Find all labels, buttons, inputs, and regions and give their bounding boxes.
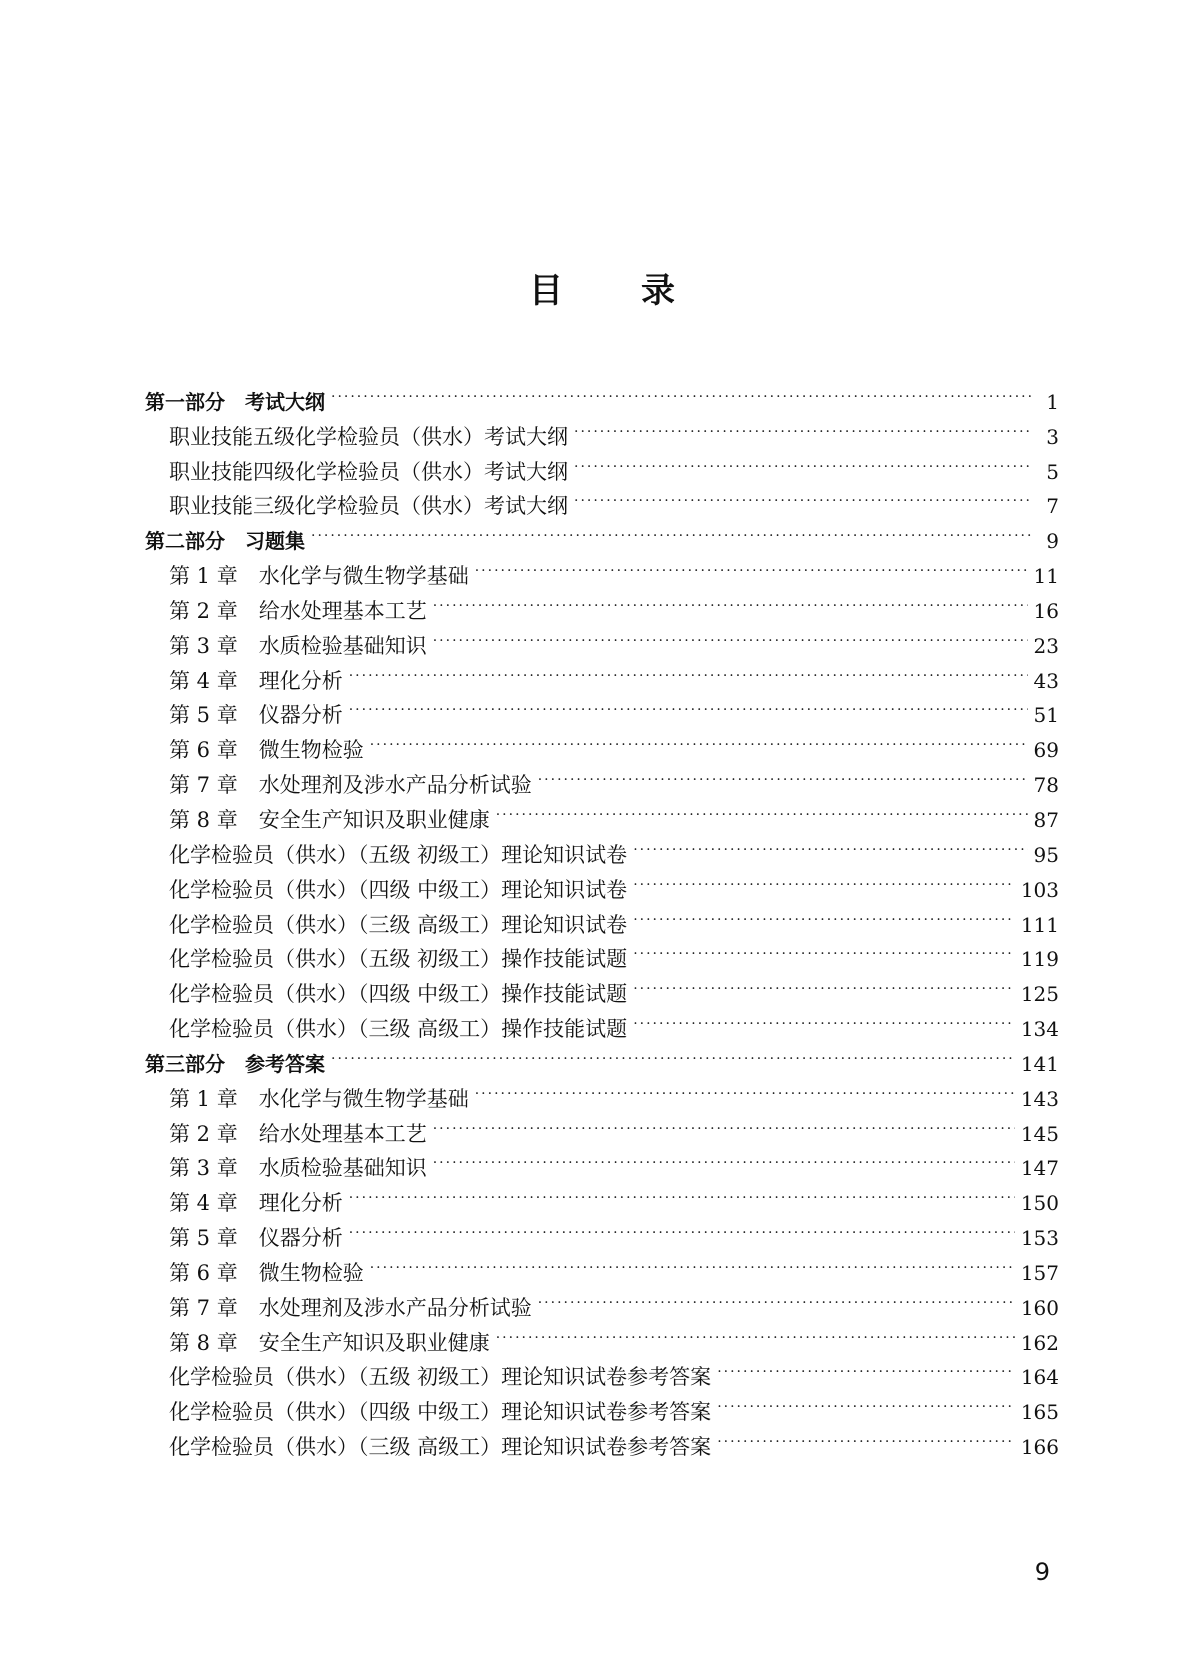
toc-entry-page: 147 (1020, 1156, 1059, 1181)
toc-entry-label: 化学检验员（供水）（五级 初级工）理论知识试卷参考答案 (169, 1365, 712, 1390)
toc-entry (145, 1321, 1059, 1356)
toc-entry-page: 7 (1046, 494, 1059, 519)
dot-leader (633, 837, 1027, 863)
toc-entry-label: 第 5 章 仪器分析 (169, 703, 343, 728)
toc-entry (145, 659, 1059, 694)
toc-entry-label: 第 1 章 水化学与微生物学基础 (169, 1086, 469, 1111)
toc-entry (145, 972, 1059, 1007)
toc-entry-label: 化学检验员（供水）（三级 高级工）操作技能试题 (169, 1017, 628, 1042)
dot-leader (633, 976, 1015, 1002)
toc-entry-label: 第 4 章 理化分析 (169, 1191, 343, 1216)
toc-part-entry (145, 519, 1059, 554)
toc-part-entry (145, 380, 1059, 415)
toc-entry (145, 833, 1059, 868)
toc-entry-label: 化学检验员（供水）（五级 初级工）理论知识试卷 (169, 842, 628, 867)
toc-entry-label: 第 7 章 水处理剂及涉水产品分析试验 (169, 773, 532, 798)
toc-entry (145, 589, 1059, 624)
page-title: 目录 (529, 271, 753, 311)
toc-entry (145, 903, 1059, 938)
toc-entry-page: 162 (1020, 1330, 1059, 1355)
page-number: 9 (1034, 1558, 1050, 1586)
toc-entry (145, 728, 1059, 763)
toc-entry-page: 11 (1033, 564, 1059, 589)
dot-leader (433, 628, 1028, 654)
toc-entry (145, 1007, 1059, 1042)
toc-entry-label: 第 1 章 水化学与微生物学基础 (169, 564, 469, 589)
toc-entry-label: 第一部分 考试大纲 (145, 389, 325, 414)
toc-entry-label: 第 3 章 水质检验基础知识 (169, 1156, 427, 1181)
toc-entry (145, 1356, 1059, 1391)
toc-entry (145, 1147, 1059, 1182)
toc-entry-page: 160 (1020, 1295, 1059, 1320)
dot-leader (370, 1255, 1015, 1281)
toc-entry-page: 87 (1033, 807, 1059, 832)
toc-entry-label: 第 3 章 水质检验基础知识 (169, 633, 427, 658)
toc-entry-label: 职业技能五级化学检验员（供水）考试大纲 (169, 424, 568, 449)
toc-entry (145, 763, 1059, 798)
toc-entry-label: 第 8 章 安全生产知识及职业健康 (169, 807, 490, 832)
toc-entry (145, 1251, 1059, 1286)
toc-entry (145, 624, 1059, 659)
dot-leader (475, 1081, 1015, 1107)
toc-entry (145, 868, 1059, 903)
toc-entry-page: 119 (1020, 947, 1059, 972)
dot-leader (574, 488, 1031, 514)
toc-entry-page: 5 (1046, 459, 1059, 484)
toc-entry-page: 3 (1046, 424, 1059, 449)
dot-leader (633, 1011, 1015, 1037)
dot-leader (475, 558, 1028, 584)
dot-leader (433, 593, 1028, 619)
toc-entry-page: 153 (1020, 1226, 1059, 1251)
dot-leader (496, 1325, 1015, 1351)
toc-entry-label: 第 6 章 微生物检验 (169, 1260, 364, 1285)
toc-entry-label: 第 2 章 给水处理基本工艺 (169, 598, 427, 623)
toc-entry-label: 第三部分 参考答案 (145, 1051, 325, 1076)
dot-leader (331, 384, 1031, 410)
dot-leader (538, 1290, 1015, 1316)
toc-entry-page: 145 (1020, 1121, 1059, 1146)
toc-entry-label: 化学检验员（供水）（四级 中级工）理论知识试卷参考答案 (169, 1400, 712, 1425)
dot-leader (433, 1150, 1015, 1176)
toc-entry-page: 23 (1033, 633, 1059, 658)
dot-leader (633, 941, 1015, 967)
toc-entry-page: 69 (1033, 738, 1059, 763)
toc-entry-label: 化学检验员（供水）（三级 高级工）理论知识试卷 (169, 912, 628, 937)
toc-entry-label: 第 2 章 给水处理基本工艺 (169, 1121, 427, 1146)
toc-entry-label: 第 5 章 仪器分析 (169, 1226, 343, 1251)
toc-entry (145, 798, 1059, 833)
dot-leader (538, 767, 1028, 793)
dot-leader (370, 732, 1028, 758)
toc-entry-page: 134 (1020, 1017, 1059, 1042)
toc-entry (145, 1077, 1059, 1112)
toc-entry (145, 415, 1059, 450)
toc-entry-label: 化学检验员（供水）（四级 中级工）理论知识试卷 (169, 877, 628, 902)
toc-entry (145, 1286, 1059, 1321)
toc-entry-label: 第 7 章 水处理剂及涉水产品分析试验 (169, 1295, 532, 1320)
toc-entry (145, 1390, 1059, 1425)
dot-leader (311, 523, 1031, 549)
table-of-contents (145, 380, 1059, 1460)
toc-entry-label: 化学检验员（供水）（三级 高级工）理论知识试卷参考答案 (169, 1435, 712, 1460)
toc-entry-page: 9 (1046, 529, 1059, 554)
toc-entry-label: 化学检验员（供水）（四级 中级工）操作技能试题 (169, 982, 628, 1007)
dot-leader (349, 697, 1028, 723)
dot-leader (633, 907, 1015, 933)
dot-leader (717, 1429, 1015, 1455)
toc-entry-page: 165 (1020, 1400, 1059, 1425)
toc-entry (145, 1112, 1059, 1147)
dot-leader (717, 1359, 1015, 1385)
toc-entry-page: 51 (1033, 703, 1059, 728)
toc-entry (145, 1216, 1059, 1251)
toc-entry-page: 103 (1020, 877, 1059, 902)
toc-entry (145, 694, 1059, 729)
toc-entry-page: 166 (1020, 1435, 1059, 1460)
toc-entry-page: 125 (1020, 982, 1059, 1007)
toc-entry-page: 150 (1020, 1191, 1059, 1216)
toc-part-entry (145, 1042, 1059, 1077)
toc-entry-label: 职业技能三级化学检验员（供水）考试大纲 (169, 494, 568, 519)
toc-entry-page: 43 (1033, 668, 1059, 693)
toc-entry (145, 554, 1059, 589)
toc-entry-page: 143 (1020, 1086, 1059, 1111)
toc-entry-label: 第 4 章 理化分析 (169, 668, 343, 693)
toc-entry (145, 1425, 1059, 1460)
toc-entry-label: 第 8 章 安全生产知识及职业健康 (169, 1330, 490, 1355)
toc-entry-page: 141 (1020, 1051, 1059, 1076)
toc-entry-label: 职业技能四级化学检验员（供水）考试大纲 (169, 459, 568, 484)
dot-leader (331, 1046, 1015, 1072)
toc-entry (145, 485, 1059, 520)
dot-leader (496, 802, 1028, 828)
dot-leader (633, 872, 1015, 898)
dot-leader (349, 663, 1028, 689)
toc-entry-label: 第 6 章 微生物检验 (169, 738, 364, 763)
dot-leader (574, 419, 1031, 445)
toc-entry (145, 1181, 1059, 1216)
toc-entry-page: 164 (1020, 1365, 1059, 1390)
toc-entry-label: 第二部分 习题集 (145, 529, 305, 554)
toc-entry-page: 95 (1033, 842, 1059, 867)
dot-leader (349, 1185, 1015, 1211)
toc-entry-page: 16 (1033, 598, 1059, 623)
toc-entry-page: 157 (1020, 1260, 1059, 1285)
toc-entry (145, 450, 1059, 485)
dot-leader (717, 1394, 1015, 1420)
toc-entry-label: 化学检验员（供水）（五级 初级工）操作技能试题 (169, 947, 628, 972)
toc-entry-page: 78 (1033, 773, 1059, 798)
dot-leader (349, 1220, 1015, 1246)
toc-entry-page: 1 (1046, 389, 1059, 414)
dot-leader (433, 1116, 1015, 1142)
toc-entry-page: 111 (1020, 912, 1059, 937)
dot-leader (574, 454, 1031, 480)
toc-entry (145, 938, 1059, 973)
